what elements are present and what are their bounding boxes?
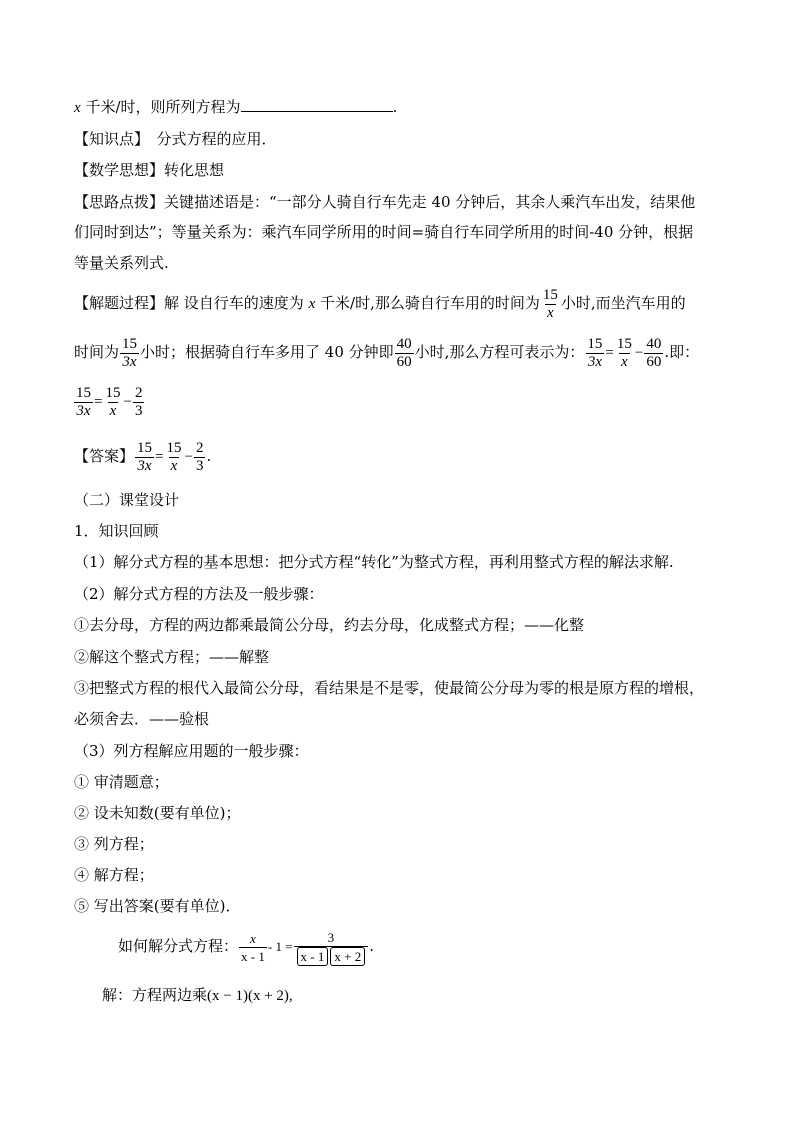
answer-blank	[241, 97, 393, 112]
blank-question-line: x 千米/时，则所列方程为 .	[74, 98, 398, 116]
list-item: ①去分母，方程的两边都乘最简公分母，约去分母，化成整式方程；——化整	[74, 616, 585, 634]
var-x: x	[74, 100, 81, 116]
section-heading: （二）课堂设计	[74, 491, 180, 509]
list-item: ④ 解方程；	[74, 866, 154, 884]
hint-line-2: 们同时到达”；等量关系为：乘汽车同学所用的时间=骑自行车同学所用的时间-40 分钟，根据	[74, 223, 694, 241]
subsection-heading: 1．知识回顾	[74, 522, 159, 540]
fraction-40-over-60: $\frac{40}{60}$	[396, 335, 412, 370]
hint-line-3: 等量关系列式.	[74, 254, 169, 272]
solution-start: 解：方程两边乘(x − 1)(x + 2),	[102, 986, 293, 1004]
example-equation: 如何解分式方程： $\frac{x}{x - 1}$ - 1 = $\frac{3}{x - 1 x + 2}$ .	[118, 929, 374, 964]
list-item: ②解这个整式方程；——解整	[74, 648, 270, 666]
list-item: ① 审清题意；	[74, 773, 169, 791]
knowledge-point: 【知识点】 分式方程的应用．	[74, 130, 277, 148]
fraction-15-over-x: $\frac{15}{x}$	[542, 286, 558, 321]
list-item: ⑤ 写出答案(要有单位)．	[74, 897, 241, 915]
list-item: （2）解分式方程的方法及一般步骤：	[74, 585, 324, 603]
solution-equation: $\frac{15}{3x}$ = $\frac{15}{x}$ − $\frac{2}{3}$	[76, 384, 143, 419]
list-item: （1）解分式方程的基本思想：把分式方程“转化”为整式方程，再利用整式方程的解法求解.	[74, 553, 674, 571]
list-item: ③ 列方程；	[74, 835, 154, 853]
math-thinking: 【数学思想】转化思想	[74, 161, 225, 179]
solution-line-2: 时间为 $\frac{15}{3x}$ 小时；根据骑自行车多用了 40 分钟即 $\frac{40}{60}$ 小时,那么方程可表示为： $\frac{15}{3x}$ = $\frac{15}{x}$ − $\frac{40}{60}$ .即：	[74, 335, 700, 370]
hint-line-1: 【思路点拨】关键描述语是：“一部分人骑自行车先走 40 分钟后，其余人乘汽车出发，结果他	[74, 193, 696, 211]
list-item: （3）列方程解应用题的一般步骤：	[74, 742, 309, 760]
fraction-15-over-3x: $\frac{15}{3x}$	[122, 335, 138, 370]
list-item: ② 设未知数(要有单位)；	[74, 804, 241, 822]
list-item: ③把整式方程的根代入最简公分母，看结果是不是零，使最简公分母为零的根是原方程的增根，	[74, 679, 705, 697]
answer-line: 【答案】 $\frac{15}{3x}$ = $\frac{15}{x}$ − $\frac{2}{3}$ .	[74, 439, 212, 474]
solution-line-1: 【解题过程】解 设自行车的速度为 x 千米/时,那么骑自行车用的时间为 $\frac{15}{x}$ 小时,而坐汽车用的	[74, 286, 686, 321]
list-item: 必须舍去．——验根	[74, 710, 210, 728]
